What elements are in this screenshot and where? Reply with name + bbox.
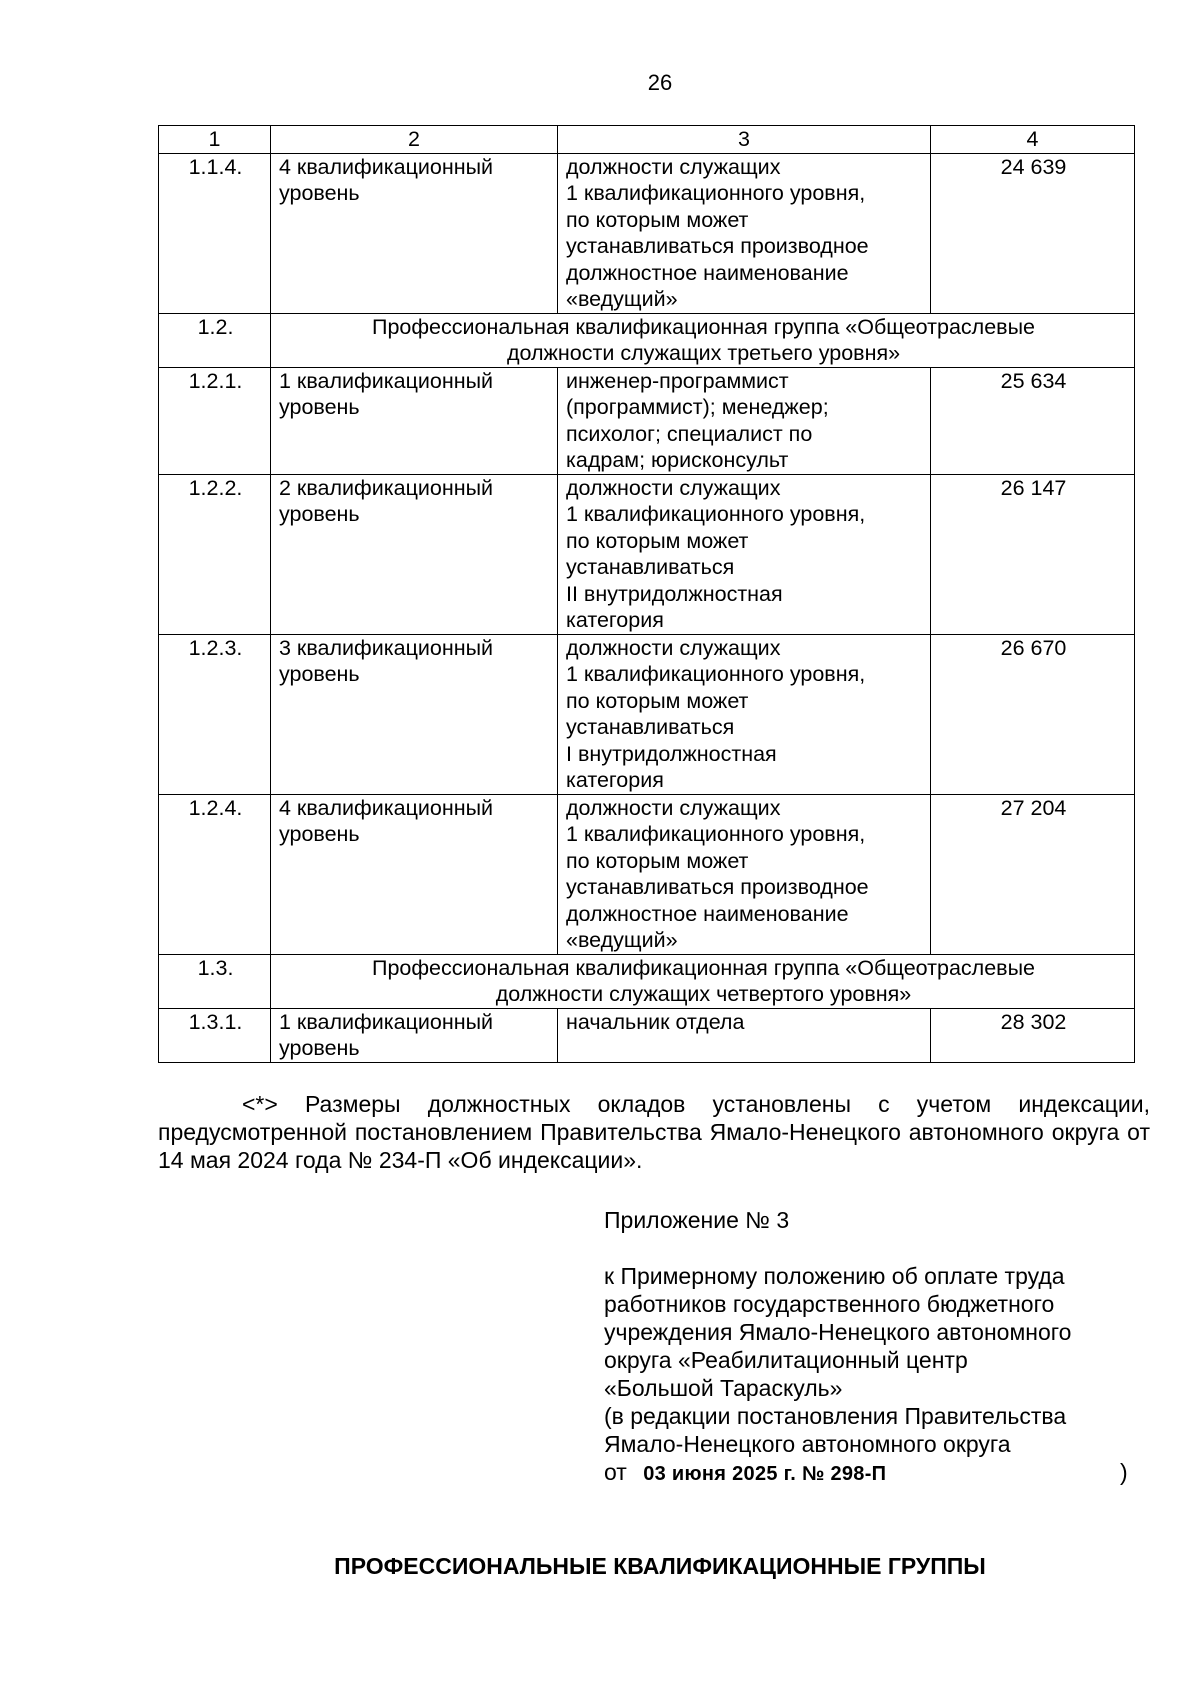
positions-line: устанавливаться xyxy=(566,555,735,579)
qualification-level xyxy=(271,367,558,474)
positions-line: начальник отдела xyxy=(566,1009,745,1034)
table-group-row xyxy=(159,954,1135,1008)
table-row xyxy=(159,367,1135,474)
qualification-level xyxy=(271,474,558,634)
salary: 27 204 xyxy=(931,794,1135,954)
positions xyxy=(558,794,931,954)
date-suffix: ) xyxy=(1120,1459,1128,1485)
positions-line: по которым может xyxy=(566,528,749,553)
positions xyxy=(558,474,931,634)
positions-line: должности служащих xyxy=(566,475,781,500)
column-header: 3 xyxy=(558,126,931,154)
qualification-level-line: 3 квалификационный xyxy=(279,635,494,660)
positions-line: по которым может xyxy=(566,207,749,232)
positions xyxy=(558,153,931,313)
footnote-text: <*> Размеры должностных окладов установлены с учетом индексации, предусмотренной постановлением Правительства Ямало-Ненецкого автономного округа от 14 мая 2024 года № 234-П «Об индексации». xyxy=(158,1091,1150,1173)
qualification-level xyxy=(271,794,558,954)
positions xyxy=(558,634,931,794)
table-row xyxy=(159,794,1135,954)
qualification-level-line: уровень xyxy=(279,502,360,526)
qualification-level-line: уровень xyxy=(279,662,360,686)
appendix-block xyxy=(604,1206,1164,1488)
positions-line: устанавливаться xyxy=(566,715,735,739)
qualification-level xyxy=(271,1008,558,1062)
appendix-date-line xyxy=(604,1458,1164,1488)
table-header-row xyxy=(159,126,1135,154)
row-number: 1.2. xyxy=(159,313,271,367)
qualification-level-line: уровень xyxy=(279,181,360,205)
table-row xyxy=(159,153,1135,313)
positions-line: «ведущий» xyxy=(566,287,678,311)
row-number: 1.2.1. xyxy=(159,367,271,474)
column-header: 2 xyxy=(271,126,558,154)
positions-line: II внутридолжностная xyxy=(566,581,783,606)
positions-line: должности служащих xyxy=(566,154,781,179)
row-number: 1.2.2. xyxy=(159,474,271,634)
qualification-level-line: 4 квалификационный xyxy=(279,795,494,820)
appendix-line: округа «Реабилитационный центр xyxy=(604,1347,968,1373)
positions-line: по которым может xyxy=(566,848,749,873)
table-row xyxy=(159,474,1135,634)
group-title-line: Профессиональная квалификационная группа «Общеотраслевые xyxy=(372,955,1035,980)
positions-line: инженер-программист xyxy=(566,368,789,393)
table-row xyxy=(159,1008,1135,1062)
row-number: 1.1.4. xyxy=(159,153,271,313)
positions-line: должностное наименование xyxy=(566,901,849,926)
positions-line: должностное наименование xyxy=(566,260,849,285)
group-title-line: должности служащих четвертого уровня» xyxy=(495,982,912,1006)
appendix-line: Ямало-Ненецкого автономного округа xyxy=(604,1431,1011,1457)
positions-line: устанавливаться производное xyxy=(566,234,869,258)
row-number: 1.3.1. xyxy=(159,1008,271,1062)
section-heading: ПРОФЕССИОНАЛЬНЫЕ КВАЛИФИКАЦИОННЫЕ ГРУППЫ xyxy=(334,1553,986,1579)
row-number: 1.2.3. xyxy=(159,634,271,794)
positions-line: по которым может xyxy=(566,688,749,713)
salary: 28 302 xyxy=(931,1008,1135,1062)
qualification-level-line: уровень xyxy=(279,822,360,846)
appendix-line: к Примерному положению об оплате труда xyxy=(604,1263,1065,1289)
positions-line: 1 квалификационного уровня, xyxy=(566,181,866,205)
positions-line: I внутридолжностная xyxy=(566,741,777,766)
table-body xyxy=(159,153,1135,1062)
qualification-level-line: 4 квалификационный xyxy=(279,154,494,179)
group-title-line: Профессиональная квалификационная группа «Общеотраслевые xyxy=(372,314,1035,339)
group-title xyxy=(271,954,1135,1008)
group-title xyxy=(271,313,1135,367)
positions-line: устанавливаться производное xyxy=(566,875,869,899)
qualification-level xyxy=(271,153,558,313)
page-number: 26 xyxy=(647,70,673,95)
positions-line: кадрам; юрисконсульт xyxy=(566,448,789,472)
column-header: 1 xyxy=(159,126,271,154)
salary: 24 639 xyxy=(931,153,1135,313)
qualification-level-line: уровень xyxy=(279,1036,360,1060)
date-prefix: от xyxy=(604,1459,627,1485)
qualification-level-line: 1 квалификационный xyxy=(279,368,494,393)
salary: 26 670 xyxy=(931,634,1135,794)
qualification-table xyxy=(158,125,1135,1063)
positions-line: 1 квалификационного уровня, xyxy=(566,662,866,686)
appendix-line: «Большой Тараскуль» xyxy=(604,1375,843,1401)
table-row xyxy=(159,634,1135,794)
salary: 25 634 xyxy=(931,367,1135,474)
positions-line: категория xyxy=(566,768,664,792)
appendix-title: Приложение № 3 xyxy=(604,1207,790,1233)
qualification-level-line: 2 квалификационный xyxy=(279,475,494,500)
positions xyxy=(558,367,931,474)
positions-line: 1 квалификационного уровня, xyxy=(566,502,866,526)
group-title-line: должности служащих третьего уровня» xyxy=(506,341,901,365)
positions xyxy=(558,1008,931,1062)
column-header: 4 xyxy=(931,126,1135,154)
appendix-line: учреждения Ямало-Ненецкого автономного xyxy=(604,1319,1072,1345)
qualification-level-line: 1 квалификационный xyxy=(279,1009,494,1034)
qualification-level xyxy=(271,634,558,794)
row-number: 1.2.4. xyxy=(159,794,271,954)
positions-line: (программист); менеджер; xyxy=(566,395,829,419)
appendix-line: (в редакции постановления Правительства xyxy=(604,1403,1067,1429)
positions-line: 1 квалификационного уровня, xyxy=(566,822,866,846)
appendix-line: работников государственного бюджетного xyxy=(604,1291,1055,1317)
positions-line: категория xyxy=(566,608,664,632)
table-group-row xyxy=(159,313,1135,367)
positions-line: должности служащих xyxy=(566,795,781,820)
date-stamp: 03 июня 2025 г. № 298-П xyxy=(643,1463,887,1485)
qualification-level-line: уровень xyxy=(279,395,360,419)
row-number: 1.3. xyxy=(159,954,271,1008)
footnote xyxy=(158,1090,1150,1174)
positions-line: «ведущий» xyxy=(566,928,678,952)
salary: 26 147 xyxy=(931,474,1135,634)
positions-line: психолог; специалист по xyxy=(566,421,813,446)
positions-line: должности служащих xyxy=(566,635,781,660)
